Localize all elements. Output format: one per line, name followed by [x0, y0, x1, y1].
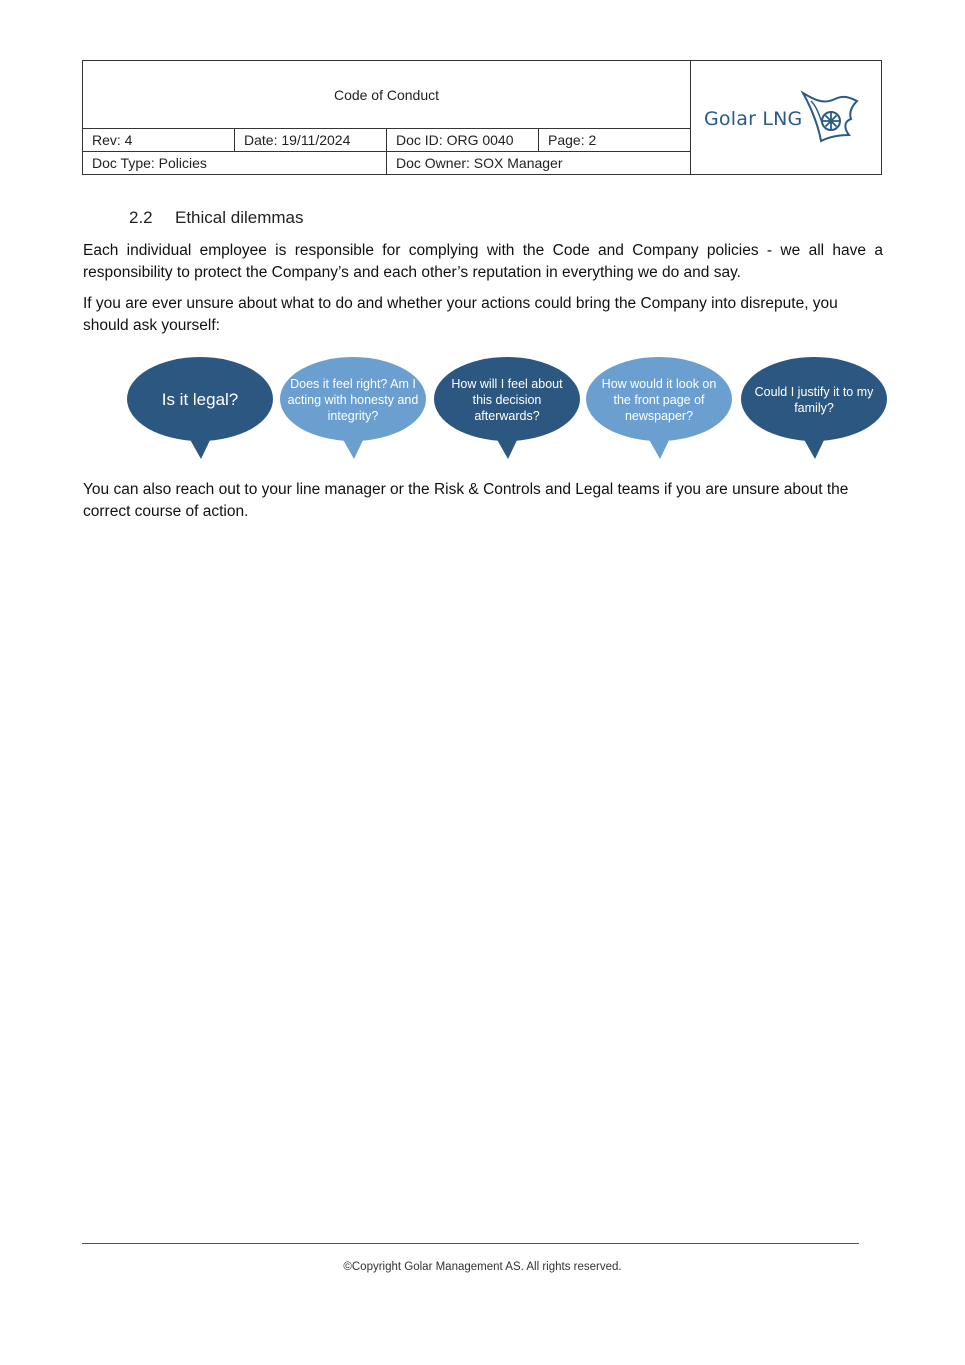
paragraph-reach-out: You can also reach out to your line manager or the Risk & Controls and Legal teams if you are unsure about the correct course of action.: [83, 481, 849, 520]
flag-logo-icon: [799, 89, 861, 145]
paragraph-responsibility: Each individual employee is responsible for complying with the Code and Company policies - we all have a responsibility to protect the Company’s and each other’s reputation in everything we do and say.: [83, 242, 883, 281]
question-bubbles: [126, 356, 891, 462]
speech-bubble-is-it-legal: [126, 356, 274, 462]
footer-copyright: ©Copyright Golar Management AS. All rights reserved.: [343, 1261, 622, 1273]
speech-bubble-justify-family: [740, 356, 888, 462]
speech-bubble-front-page: [585, 356, 733, 462]
question-text: How would it look on the front page of newspaper?: [601, 377, 717, 423]
date-field: Date: 19/11/2024: [235, 129, 387, 152]
paragraph-ask-yourself: If you are ever unsure about what to do and whether your actions could bring the Company into disrepute, you should ask yourself:: [83, 295, 838, 334]
question-text: Could I justify it to my family?: [754, 385, 874, 415]
speech-bubble-feel-right: [279, 356, 427, 462]
document-header-table: [82, 60, 882, 175]
question-text: Does it feel right? Am I acting with honesty and integrity?: [287, 377, 419, 423]
logo-wordmark: Golar LNG: [704, 108, 803, 130]
question-text: Is it legal?: [161, 390, 239, 409]
question-text: How will I feel about this decision afterwards?: [451, 377, 563, 423]
footer-divider: [82, 1243, 859, 1244]
doc-id-field: Doc ID: ORG 0040: [387, 129, 539, 152]
speech-bubble-feel-afterwards: [433, 356, 581, 462]
section-heading: [129, 208, 304, 228]
doc-owner-field: Doc Owner: SOX Manager: [387, 152, 691, 175]
section-number: 2.2: [129, 208, 153, 227]
document-title: Code of Conduct: [83, 61, 691, 129]
page-field: Page: 2: [539, 129, 691, 152]
revision-field: Rev: 4: [83, 129, 235, 152]
section-title: Ethical dilemmas: [175, 208, 304, 227]
company-logo: [691, 61, 881, 174]
doc-type-field: Doc Type: Policies: [83, 152, 387, 175]
